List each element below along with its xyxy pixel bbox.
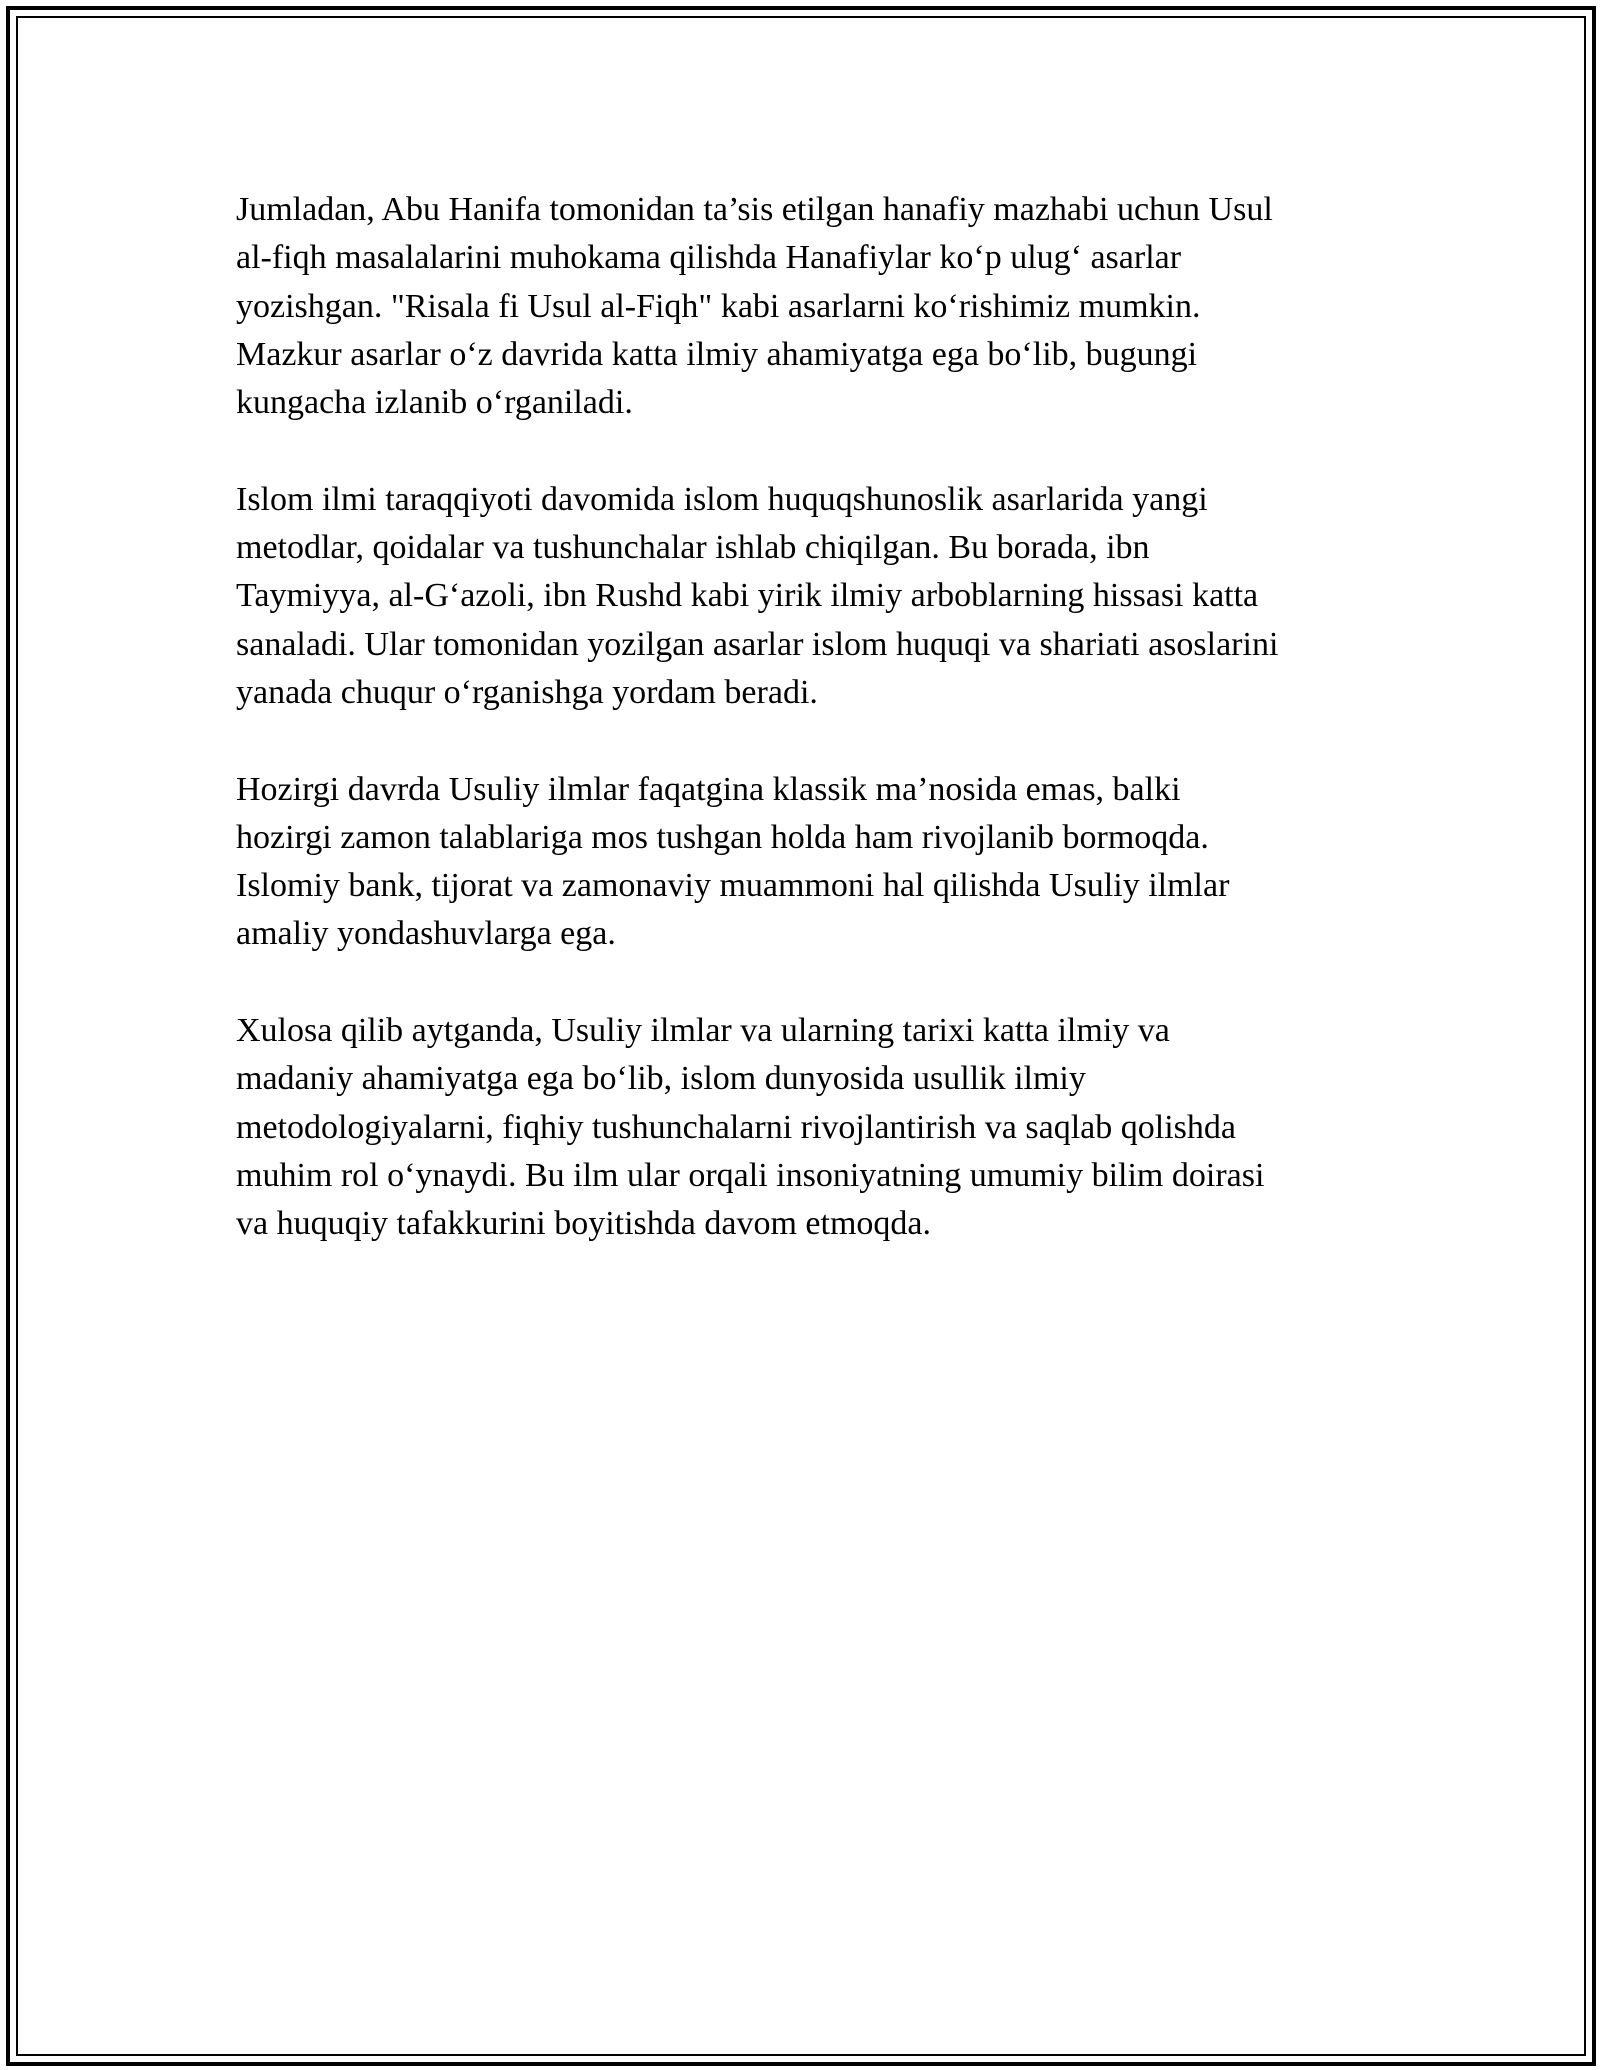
text-line: metodologiyalarni, fiqhiy tushunchalarni rivojlantirish va saqlab qolishda: [236, 1108, 1236, 1146]
text-line: Taymiyya, al-G‘azoli, ibn Rushd kabi yirik ilmiy arboblarning hissasi katta: [236, 577, 1259, 615]
text-line: Hozirgi davrda Usuliy ilmlar faqatgina klassik ma’nosida emas, balki: [236, 770, 1181, 808]
text-line: kungacha izlanib o‘rganiladi.: [236, 384, 633, 422]
text-line: muhim rol o‘ynaydi. Bu ilm ular orqali insoniyatning umumiy bilim doirasi: [236, 1156, 1265, 1194]
text-line: yanada chuqur o‘rganishga yordam beradi.: [236, 673, 818, 711]
text-line: al-fiqh masalalarini muhokama qilishda Hanafiylar ko‘p ulug‘ asarlar: [236, 239, 1182, 277]
text-line: Jumladan, Abu Hanifa tomonidan ta’sis etilgan hanafiy mazhabi uchun Usul: [236, 191, 1273, 228]
text-line: Mazkur asarlar o‘z davrida katta ilmiy ahamiyatga ega bo‘lib, bugungi: [236, 335, 1198, 373]
document-body: [236, 186, 1386, 1297]
text-line: Islomiy bank, tijorat va zamonaviy muammoni hal qilishda Usuliy ilmlar: [236, 867, 1230, 905]
paragraph-3: [236, 766, 1386, 959]
paragraph-1: [236, 186, 1386, 427]
paragraph-4: [236, 1007, 1386, 1248]
text-line: Islom ilmi taraqqiyoti davomida islom huquqshunoslik asarlarida yangi: [236, 480, 1208, 518]
text-line: yozishgan. "Risala fi Usul al-Fiqh" kabi asarlarni ko‘rishimiz mumkin.: [236, 287, 1201, 325]
text-line: amaliy yondashuvlarga ega.: [236, 915, 616, 953]
text-line: Xulosa qilib aytganda, Usuliy ilmlar va ularning tarixi katta ilmiy va: [236, 1012, 1170, 1050]
text-line: sanaladi. Ular tomonidan yozilgan asarlar islom huquqi va shariati asoslarini: [236, 625, 1279, 663]
text-line: madaniy ahamiyatga ega bo‘lib, islom dunyosida usullik ilmiy: [236, 1060, 1086, 1098]
text-line: hozirgi zamon talablariga mos tushgan holda ham rivojlanib bormoqda.: [236, 818, 1209, 856]
text-line: va huquqiy tafakkurini boyitishda davom etmoqda.: [236, 1205, 931, 1243]
text-line: metodlar, qoidalar va tushunchalar ishlab chiqilgan. Bu borada, ibn: [236, 529, 1150, 567]
paragraph-2: [236, 476, 1386, 717]
